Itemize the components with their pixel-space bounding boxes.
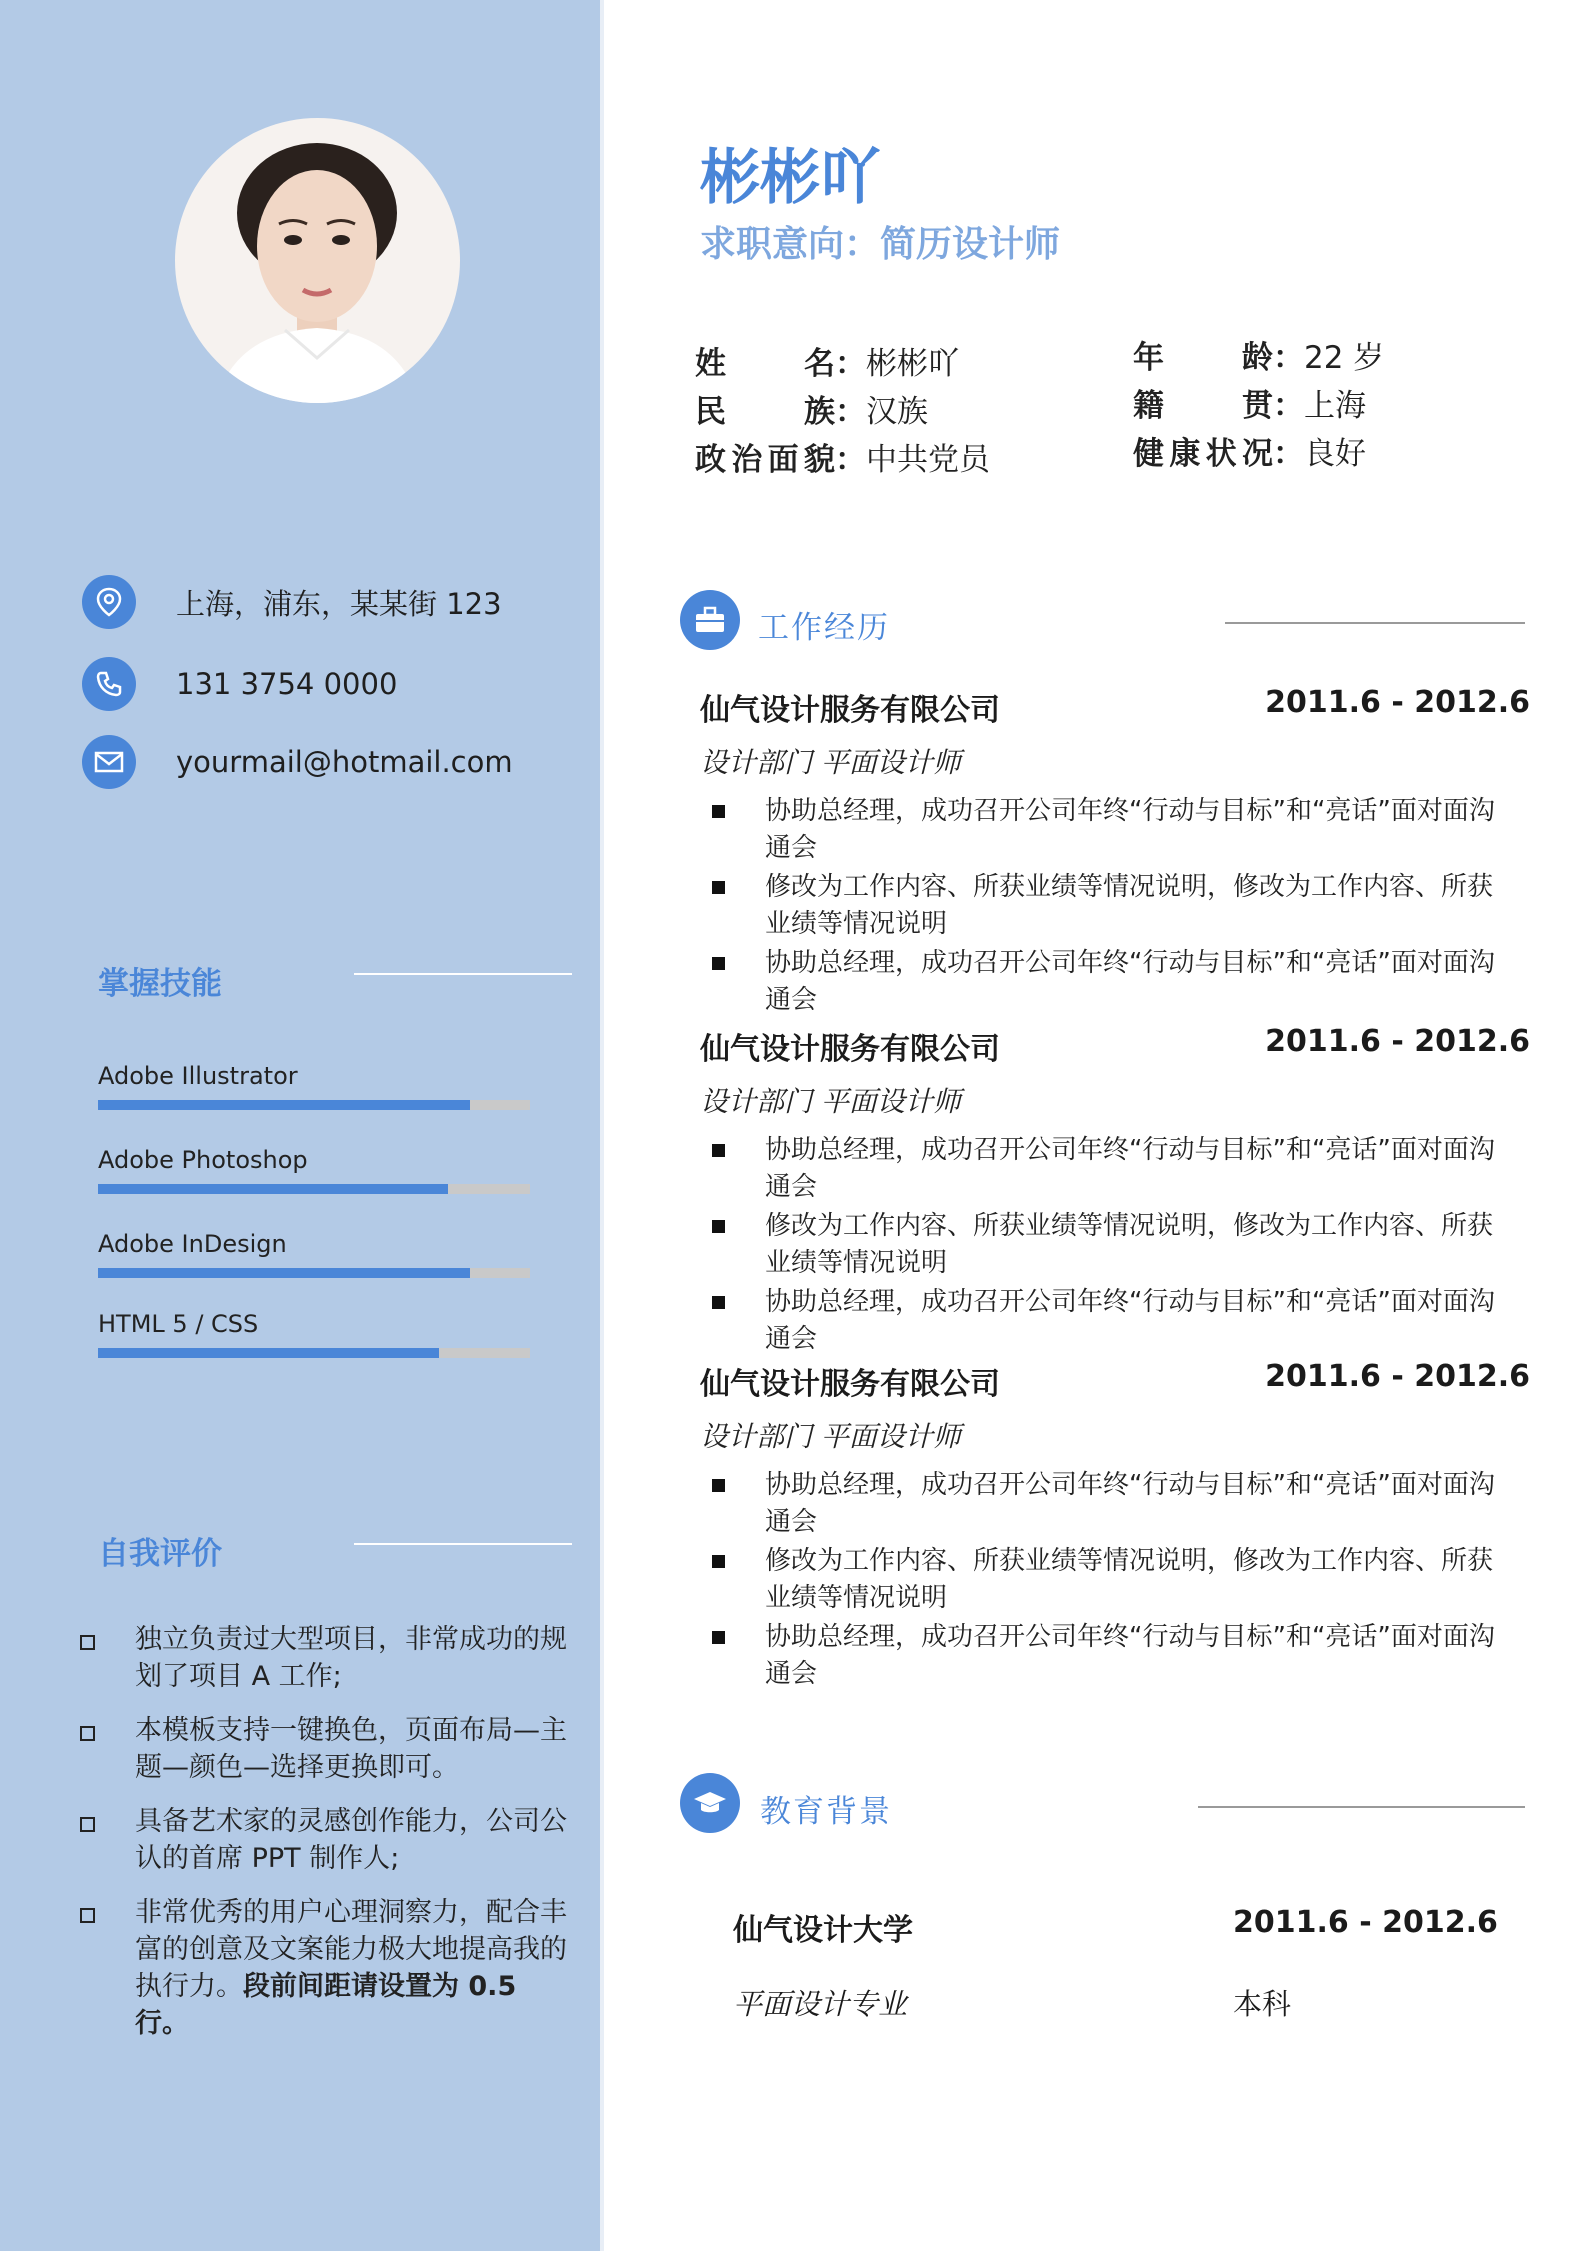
skill-bar-fill [98,1268,470,1278]
company-name: 仙气设计服务有限公司 [700,1032,1000,1067]
info-health: 健康状况：良好 [1133,436,1366,472]
self-eval-item [80,1621,570,1695]
skill-item [98,1062,530,1110]
job-period: 2011.6 - 2012.6 [1265,1359,1530,1394]
square-bullet-icon [712,805,725,818]
skill-bar-fill [98,1100,470,1110]
self-eval-item [80,1712,570,1786]
skill-name: Adobe InDesign [98,1230,287,1258]
square-bullet-icon [712,957,725,970]
info-ethnicity: 民族：汉族 [695,394,928,430]
info-name: 姓名：彬彬吖 [695,346,959,382]
self-eval-item [80,1894,570,2042]
square-bullet-icon [712,1144,725,1157]
self-eval-text: 非常优秀的用户心理洞察力，配合丰富的创意及文案能力极大地提高我的执行力。段前间距请设置为 0.5 行。 [135,1897,567,2039]
location-icon [82,575,136,629]
avatar [175,118,460,403]
skill-bar-fill [98,1348,439,1358]
self-eval-text: 本模板支持一键换色，页面布局—主题—颜色—选择更换即可。 [135,1715,567,1783]
job-bullet: 协助总经理，成功召开公司年终“行动与目标”和“亮话”面对面沟通会 [700,1619,1530,1693]
square-bullet-icon [80,1817,95,1832]
work-divider [1225,622,1525,624]
education-divider [1198,1806,1525,1808]
self-eval-text: 独立负责过大型项目，非常成功的规划了项目 A 工作; [135,1624,567,1692]
info-political: 政治面貌：中共党员 [695,442,990,478]
candidate-name: 彬彬吖 [700,143,880,213]
job-period: 2011.6 - 2012.6 [1265,685,1530,720]
job-period: 2011.6 - 2012.6 [1265,1024,1530,1059]
square-bullet-icon [80,1726,95,1741]
skill-bar [98,1268,530,1278]
skill-name: Adobe Photoshop [98,1146,308,1174]
job-bullet: 协助总经理，成功召开公司年终“行动与目标”和“亮话”面对面沟通会 [700,1284,1530,1358]
degree: 本科 [1233,1987,1292,2021]
square-bullet-icon [712,1296,725,1309]
job-entry [700,1359,1530,1695]
education-period: 2011.6 - 2012.6 [1233,1905,1498,1940]
skill-bar [98,1348,530,1358]
info-hometown: 籍贯：上海 [1133,388,1366,424]
square-bullet-icon [712,1555,725,1568]
skill-name: Adobe Illustrator [98,1062,298,1090]
skill-item [98,1310,530,1358]
major: 平面设计专业 [733,1987,908,2021]
skill-bar [98,1100,530,1110]
job-bullet: 协助总经理，成功召开公司年终“行动与目标”和“亮话”面对面沟通会 [700,1132,1530,1206]
job-bullet: 修改为工作内容、所获业绩等情况说明，修改为工作内容、所获业绩等情况说明 [700,869,1530,943]
self-eval-divider [354,1543,572,1545]
work-title: 工作经历 [758,610,890,646]
skills-divider [354,973,572,975]
skills-title: 掌握技能 [98,966,222,1002]
square-bullet-icon [80,1908,95,1923]
mail-icon [82,735,136,789]
contact-email [82,735,513,789]
company-name: 仙气设计服务有限公司 [700,693,1000,728]
email-text[interactable]: yourmail@hotmail.com [176,745,513,779]
skill-name: HTML 5 / CSS [98,1310,259,1338]
briefcase-icon [680,590,740,650]
square-bullet-icon [712,1631,725,1644]
company-name: 仙气设计服务有限公司 [700,1367,1000,1402]
job-role: 设计部门 平面设计师 [700,1085,961,1118]
graduation-cap-icon [680,1773,740,1833]
job-intent: 求职意向：简历设计师 [700,224,1061,265]
job-entry [700,685,1530,1021]
contact-address [82,575,502,629]
self-eval-text: 具备艺术家的灵感创作能力，公司公认的首席 PPT 制作人; [135,1806,567,1874]
job-bullet: 修改为工作内容、所获业绩等情况说明，修改为工作内容、所获业绩等情况说明 [700,1208,1530,1282]
phone-text: 131 3754 0000 [176,667,398,701]
job-role: 设计部门 平面设计师 [700,746,961,779]
job-role: 设计部门 平面设计师 [700,1420,961,1453]
job-bullet: 协助总经理，成功召开公司年终“行动与目标”和“亮话”面对面沟通会 [700,1467,1530,1541]
job-bullet: 修改为工作内容、所获业绩等情况说明，修改为工作内容、所获业绩等情况说明 [700,1543,1530,1617]
square-bullet-icon [712,1479,725,1492]
info-age: 年龄：22 岁 [1133,340,1385,376]
education-title: 教育背景 [760,1794,892,1830]
square-bullet-icon [80,1635,95,1650]
self-eval-title: 自我评价 [98,1536,222,1572]
sidebar [0,0,604,2251]
job-bullet: 协助总经理，成功召开公司年终“行动与目标”和“亮话”面对面沟通会 [700,793,1530,867]
skill-bar-fill [98,1184,448,1194]
skill-bar [98,1184,530,1194]
job-entry [700,1024,1530,1360]
square-bullet-icon [712,1220,725,1233]
self-eval-item [80,1803,570,1877]
school-name: 仙气设计大学 [733,1913,913,1948]
skill-item [98,1146,530,1194]
contact-phone [82,657,397,711]
job-bullet: 协助总经理，成功召开公司年终“行动与目标”和“亮话”面对面沟通会 [700,945,1530,1019]
phone-icon [82,657,136,711]
address-text: 上海，浦东，某某街 123 [176,586,502,621]
skill-item [98,1230,530,1278]
square-bullet-icon [712,881,725,894]
